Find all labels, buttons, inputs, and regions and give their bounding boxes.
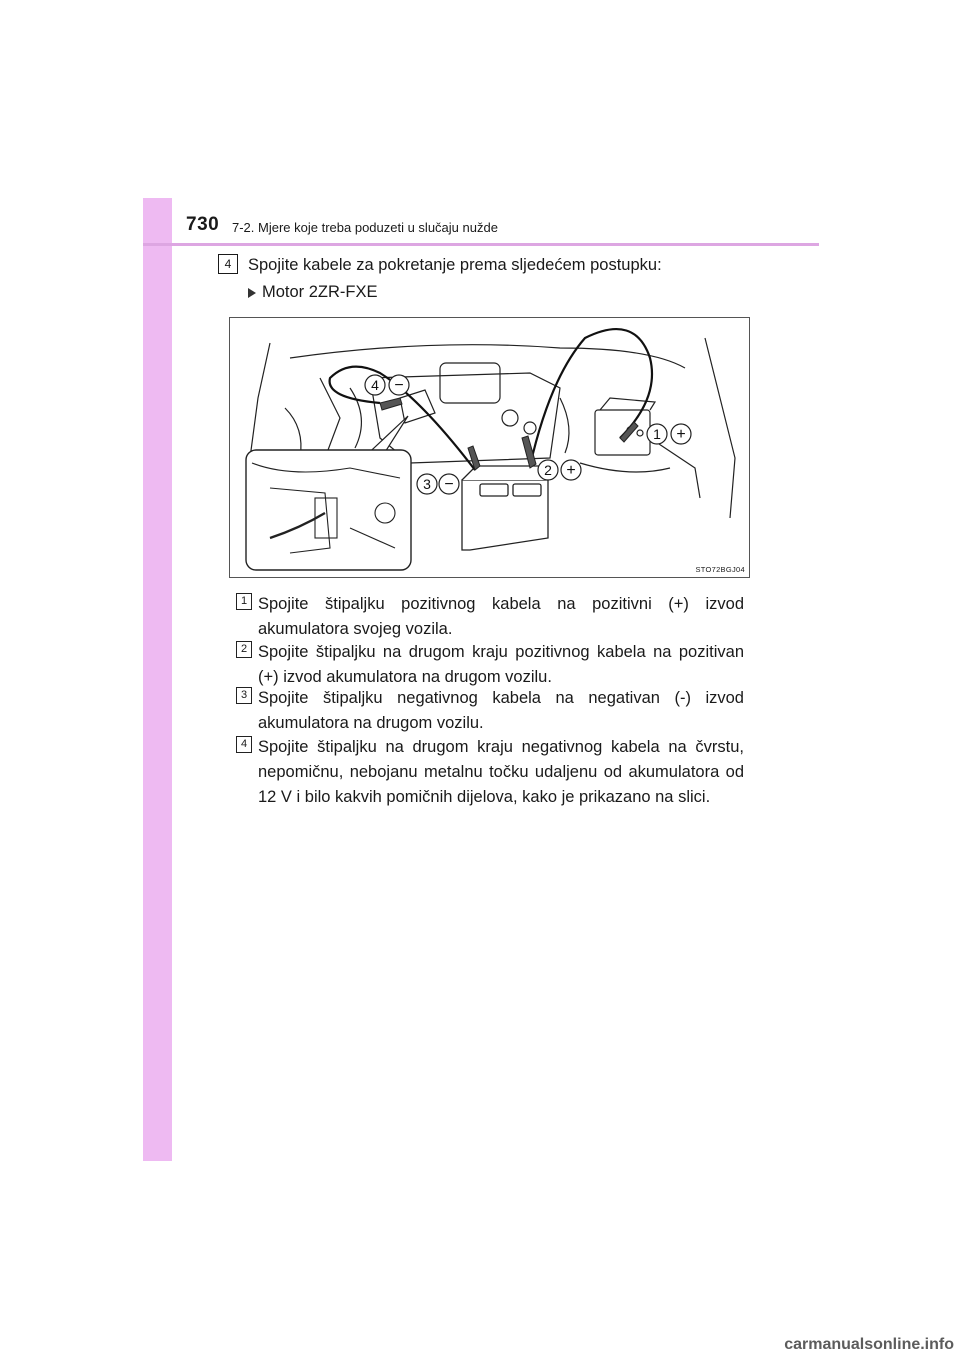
cable-clamp — [468, 446, 480, 470]
cable-clamp — [380, 398, 402, 410]
engine-hose — [560, 398, 569, 453]
step-item-text: Spojite štipaljku na drugom kraju negativnog kabela na čvrstu, nepomičnu, nebojanu metalnu točku udaljenu od akumulatora od 12 V i bilo kakvih pomičnih dijelova, kako je prikazano na slici. — [258, 738, 744, 806]
engine-top-outline — [290, 345, 685, 368]
figure-code: STO72BGJ04 — [695, 565, 745, 574]
step-item-text: Spojite štipaljku pozitivnog kabela na pozitivni (+) izvod akumulatora svojeg vozila. — [258, 595, 744, 638]
jump-start-illustration — [229, 317, 750, 578]
engine-hose — [350, 388, 361, 448]
callout-4-sign: − — [394, 377, 404, 394]
positive-cable — [530, 329, 652, 466]
step-instruction: Spojite kabele za pokretanje prema sljedećem postupku: — [248, 256, 662, 274]
booster-battery-cap — [513, 484, 541, 496]
callout-2-sign: + — [566, 462, 576, 479]
right-fender-detail — [580, 463, 670, 472]
callout-2-number: 2 — [544, 462, 552, 478]
chapter-title: 7-2. Mjere koje treba poduzeti u slučaju nužde — [232, 220, 498, 235]
engine-pipe — [320, 378, 340, 458]
step-item-text: Spojite štipaljku negativnog kabela na negativan (-) izvod akumulatora na drugom vozilu. — [258, 689, 744, 732]
engine-bolt — [502, 410, 518, 426]
hood-left-edge — [250, 343, 270, 458]
own-battery — [595, 410, 650, 455]
step-item-number: 1 — [236, 593, 252, 610]
own-battery-terminal — [637, 430, 643, 436]
callout-3-sign: − — [444, 476, 454, 493]
cable-clamp — [620, 422, 638, 442]
side-color-band — [143, 198, 172, 1161]
step-item-number: 3 — [236, 687, 252, 704]
triangle-right-icon — [248, 288, 256, 298]
step-item-number: 4 — [236, 736, 252, 753]
callout-3-number: 3 — [423, 476, 431, 492]
booster-battery-cap — [480, 484, 508, 496]
engine-cover — [440, 363, 500, 403]
detail-inset — [246, 450, 411, 570]
header-rule — [143, 243, 819, 246]
engine-label: Motor 2ZR-FXE — [262, 283, 378, 301]
step-item-text: Spojite štipaljku na drugom kraju pozitivnog kabela na pozitivan (+) izvod akumulatora na drugom vozilu. — [258, 643, 744, 686]
callout-1-number: 1 — [653, 426, 661, 442]
hood-right-edge — [705, 338, 735, 518]
callout-1-sign: + — [676, 426, 686, 443]
right-fender-detail — [650, 438, 700, 498]
engine-bay-drawing — [230, 318, 750, 578]
page-number: 730 — [186, 214, 220, 235]
step-item-number: 2 — [236, 641, 252, 658]
step-number-box: 4 — [218, 254, 238, 274]
engine-bolt — [524, 422, 536, 434]
callout-4-number: 4 — [371, 377, 379, 393]
watermark: carmanualsonline.info — [784, 1336, 954, 1353]
